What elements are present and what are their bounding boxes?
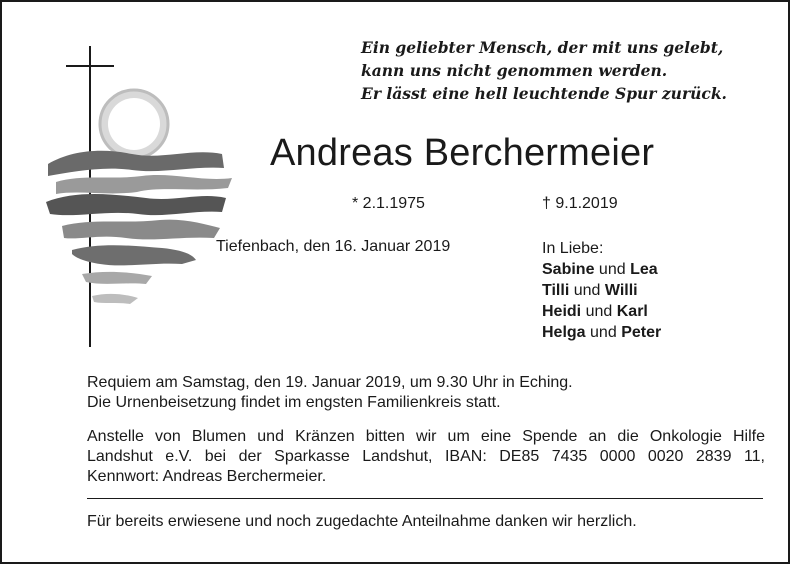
divider <box>87 498 763 499</box>
quote-line-3: Er lässt eine hell leuchtende Spur zurück. <box>361 84 727 103</box>
deceased-name: Andreas Berchermeier <box>270 132 655 174</box>
survivor-name: Helga <box>542 324 586 341</box>
survivor-name: Lea <box>630 261 658 278</box>
survivor-pair <box>542 280 661 301</box>
survivors-intro: In Liebe: <box>542 240 604 257</box>
donation-line-2: Landshut e.V. bei der Sparkasse Landshut, IBAN: DE85 7435 0000 0020 2839 11, <box>87 448 765 465</box>
survivor-pair <box>542 301 661 322</box>
requiem-line-2: Die Urnenbeisetzung findet im engsten Familienkreis statt. <box>87 394 501 411</box>
cross-and-moon-landscape-icon <box>42 42 252 352</box>
survivor-connector: und <box>585 303 613 320</box>
death-date: † 9.1.2019 <box>542 195 618 212</box>
survivor-name: Willi <box>604 282 638 299</box>
survivor-pair <box>542 322 661 343</box>
donation-request <box>87 427 765 487</box>
memorial-quote <box>361 36 781 105</box>
survivor-connector: und <box>598 261 626 278</box>
place-and-date: Tiefenbach, den 16. Januar 2019 <box>216 238 451 255</box>
requiem-line-1: Requiem am Samstag, den 19. Januar 2019, um 9.30 Uhr in Eching. <box>87 374 573 391</box>
survivor-connector: und <box>573 282 601 299</box>
survivor-name: Tilli <box>542 282 570 299</box>
donation-line-3: Kennwort: Andreas Berchermeier. <box>87 468 327 485</box>
thanks-note: Für bereits erwiesene und noch zugedachte Anteilnahme danken wir herzlich. <box>87 513 637 530</box>
quote-line-1: Ein geliebter Mensch, der mit uns gelebt, <box>361 38 724 57</box>
survivor-name: Sabine <box>542 261 595 278</box>
survivor-connector: und <box>590 324 617 341</box>
survivor-pair <box>542 259 661 280</box>
quote-line-2: kann uns nicht genommen werden. <box>361 61 668 80</box>
requiem-info <box>87 373 767 413</box>
donation-line-1: Anstelle von Blumen und Kränzen bitten wir um eine Spende an die Onkologie Hilfe <box>87 428 765 445</box>
survivor-name: Heidi <box>542 303 582 320</box>
survivor-name: Peter <box>621 324 662 341</box>
survivors-list <box>542 238 661 343</box>
birth-date: * 2.1.1975 <box>352 195 425 212</box>
survivor-name: Karl <box>616 303 648 320</box>
